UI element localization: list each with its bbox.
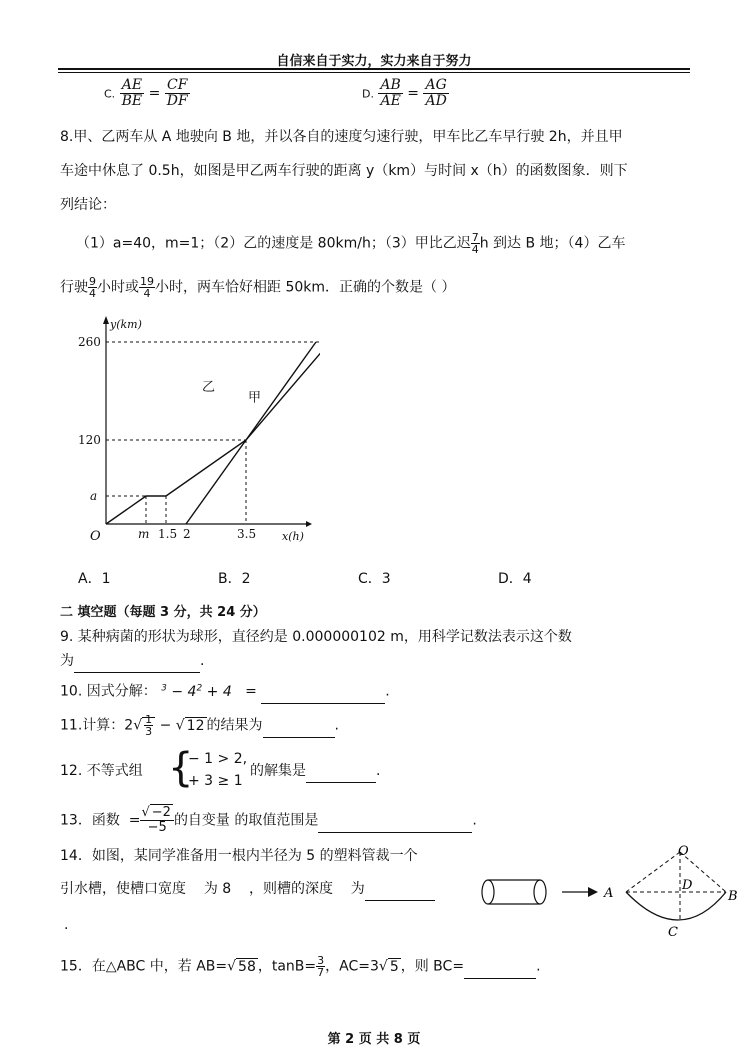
x-tick-2: 2 xyxy=(183,527,191,541)
x-tick-m: m xyxy=(138,527,150,541)
q10: 10. 因式分解： $^3 - 4^2 + 4$ = . xyxy=(60,677,390,704)
q8-line1: 8.甲、乙两车从 A 地驶向 B 地，并以各自的速度匀速行驶，甲车比乙车早行驶 2h，并且甲 xyxy=(60,129,623,145)
y-axis-arrow xyxy=(103,316,109,324)
label-o: O xyxy=(678,844,689,859)
y-axis-label: y(km) xyxy=(110,318,142,331)
q12-suffix: 的解集是 . xyxy=(250,760,380,783)
q8-line2: 车途中休息了 0.5h，如图是甲乙两车行驶的距离 y（km）与时间 x（h）的函数图象．则下 xyxy=(60,163,628,179)
answer-blank[interactable] xyxy=(318,810,472,833)
x-tick-3-5: 3.5 xyxy=(237,527,257,541)
q9-line1: 9. 某种病菌的形状为球形，直径约是 0.000000102 m，用科学记数法表示这个数 xyxy=(60,629,572,645)
header-motto: 自信来自于实力，实力来自于努力 xyxy=(276,54,472,69)
page-footer: 第 2 页 共 8 页 xyxy=(327,1032,421,1047)
q8-line4: （1）a=40，m=1；（2）乙的速度是 80km/h；（3）甲比乙迟 $\frac{7}{4}$ h 到达 B 地；（4）乙车 xyxy=(76,231,626,256)
section-title: 二 填空题（每题 3 分，共 24 分） xyxy=(60,605,266,620)
option-c: C. $\frac{AE}{BE}$ = $\frac{CF}{DF}$ xyxy=(104,77,188,109)
choice-d: D．4 xyxy=(498,571,532,587)
x-tick-1-5: 1.5 xyxy=(158,527,178,541)
header-rule xyxy=(58,68,690,70)
y-tick-a: a xyxy=(90,489,98,503)
answer-blank[interactable] xyxy=(365,878,435,901)
answer-blank[interactable] xyxy=(261,681,385,704)
q8-line3: 列结论： xyxy=(60,197,116,213)
header-rule-thin xyxy=(58,72,690,73)
option-d: D. $\frac{AB}{AE}$ = $\frac{AG}{AD}$ xyxy=(362,77,447,109)
q12-system: − 1 > 2, + 3 ≥ 1 xyxy=(188,751,248,789)
origin-label: O xyxy=(90,529,101,544)
q9-line2: 为 . xyxy=(60,650,204,673)
brace: { xyxy=(168,745,194,791)
q8-graph xyxy=(70,312,320,552)
pipe-figure xyxy=(478,838,742,942)
q14-line1: 14．如图，某同学准备用一根内半径为 5 的塑料管裁一个 xyxy=(60,848,418,864)
arc-diagram xyxy=(603,844,738,940)
series-yi-label: 乙 xyxy=(202,380,216,395)
answer-blank[interactable] xyxy=(74,650,200,673)
label-d: D xyxy=(682,878,693,893)
series-jia-label: 甲 xyxy=(248,390,262,406)
series-jia-line xyxy=(106,342,320,524)
choice-b: B．2 xyxy=(218,571,251,587)
q14-line3: . xyxy=(64,917,69,933)
answer-blank[interactable] xyxy=(464,956,536,979)
x-axis-arrow xyxy=(306,521,312,527)
answer-blank[interactable] xyxy=(263,715,335,738)
q8-line5: 行驶 $\frac{9}{4}$ 小时或 $\frac{19}{4}$ 小时，两车恰好相距 50km．正确的个数是（ ） xyxy=(60,275,456,300)
y-tick-260: 260 xyxy=(78,335,101,349)
q14-line2: 引水槽，使槽口宽度 为 8 ，则槽的深度 为 xyxy=(60,878,435,901)
label-b: B xyxy=(728,889,738,904)
q15: 15．在△ABC 中，若 AB=√ 58 ，tanB= $\frac{3}{7}$ ，AC=3√ 5 ，则 BC= . xyxy=(60,954,541,979)
arrow-icon xyxy=(562,887,598,897)
pipe-illustration xyxy=(482,880,546,904)
y-tick-120: 120 xyxy=(78,433,101,447)
choice-a: A．1 xyxy=(78,571,111,587)
x-axis-label: x(h) xyxy=(282,530,304,543)
answer-blank[interactable] xyxy=(306,760,376,783)
q11: 11.计算：2√ $\frac{1}{3}$ − √ 12 的结果为 . xyxy=(60,713,339,738)
q13: 13．函数 = $\frac{√ -2}{-5}$ 的自变量 的取值范围是 . xyxy=(60,805,477,835)
q12-prefix: 12. 不等式组 xyxy=(60,763,143,779)
choice-c: C．3 xyxy=(358,571,391,587)
series-yi-line xyxy=(186,342,316,524)
label-c: C xyxy=(668,925,678,940)
label-a: A xyxy=(604,886,614,901)
